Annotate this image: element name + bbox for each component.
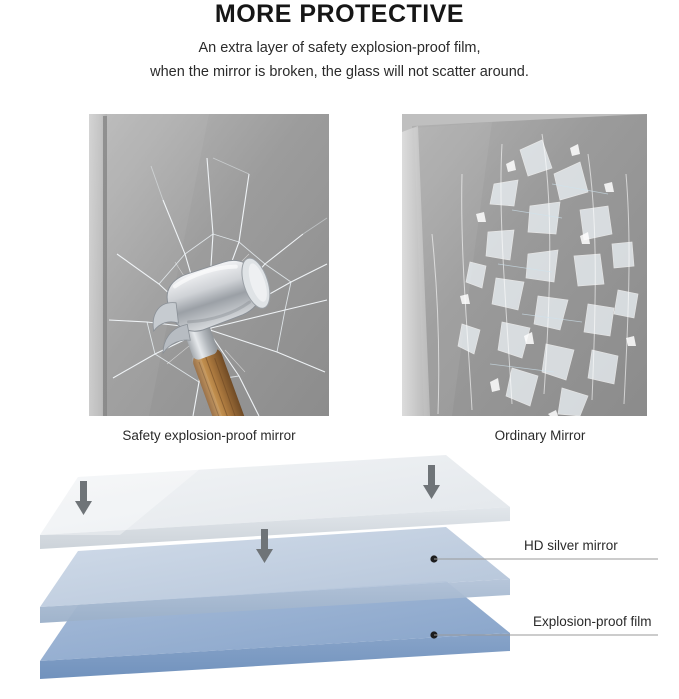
shattering-mirror-illustration: [402, 114, 647, 416]
caption-ordinary-mirror: Ordinary Mirror: [494, 428, 586, 443]
label-hd-silver-mirror: HD silver mirror: [524, 538, 618, 553]
cracked-mirror-illustration: [89, 114, 329, 416]
caption-safety-mirror: Safety explosion-proof mirror: [122, 428, 296, 443]
layer-stack-illustration: [0, 455, 679, 699]
subtitle-line-2: when the mirror is broken, the glass will not scatter around.: [150, 64, 529, 80]
page-title: MORE PROTECTIVE: [214, 0, 465, 28]
subtitle-line-1: An extra layer of safety explosion-proof film,: [198, 40, 481, 56]
label-explosion-proof-film: Explosion-proof film: [533, 614, 652, 629]
layer-diagram: [0, 455, 679, 699]
safety-mirror-photo: [89, 114, 329, 416]
ordinary-mirror-photo: [402, 114, 647, 416]
